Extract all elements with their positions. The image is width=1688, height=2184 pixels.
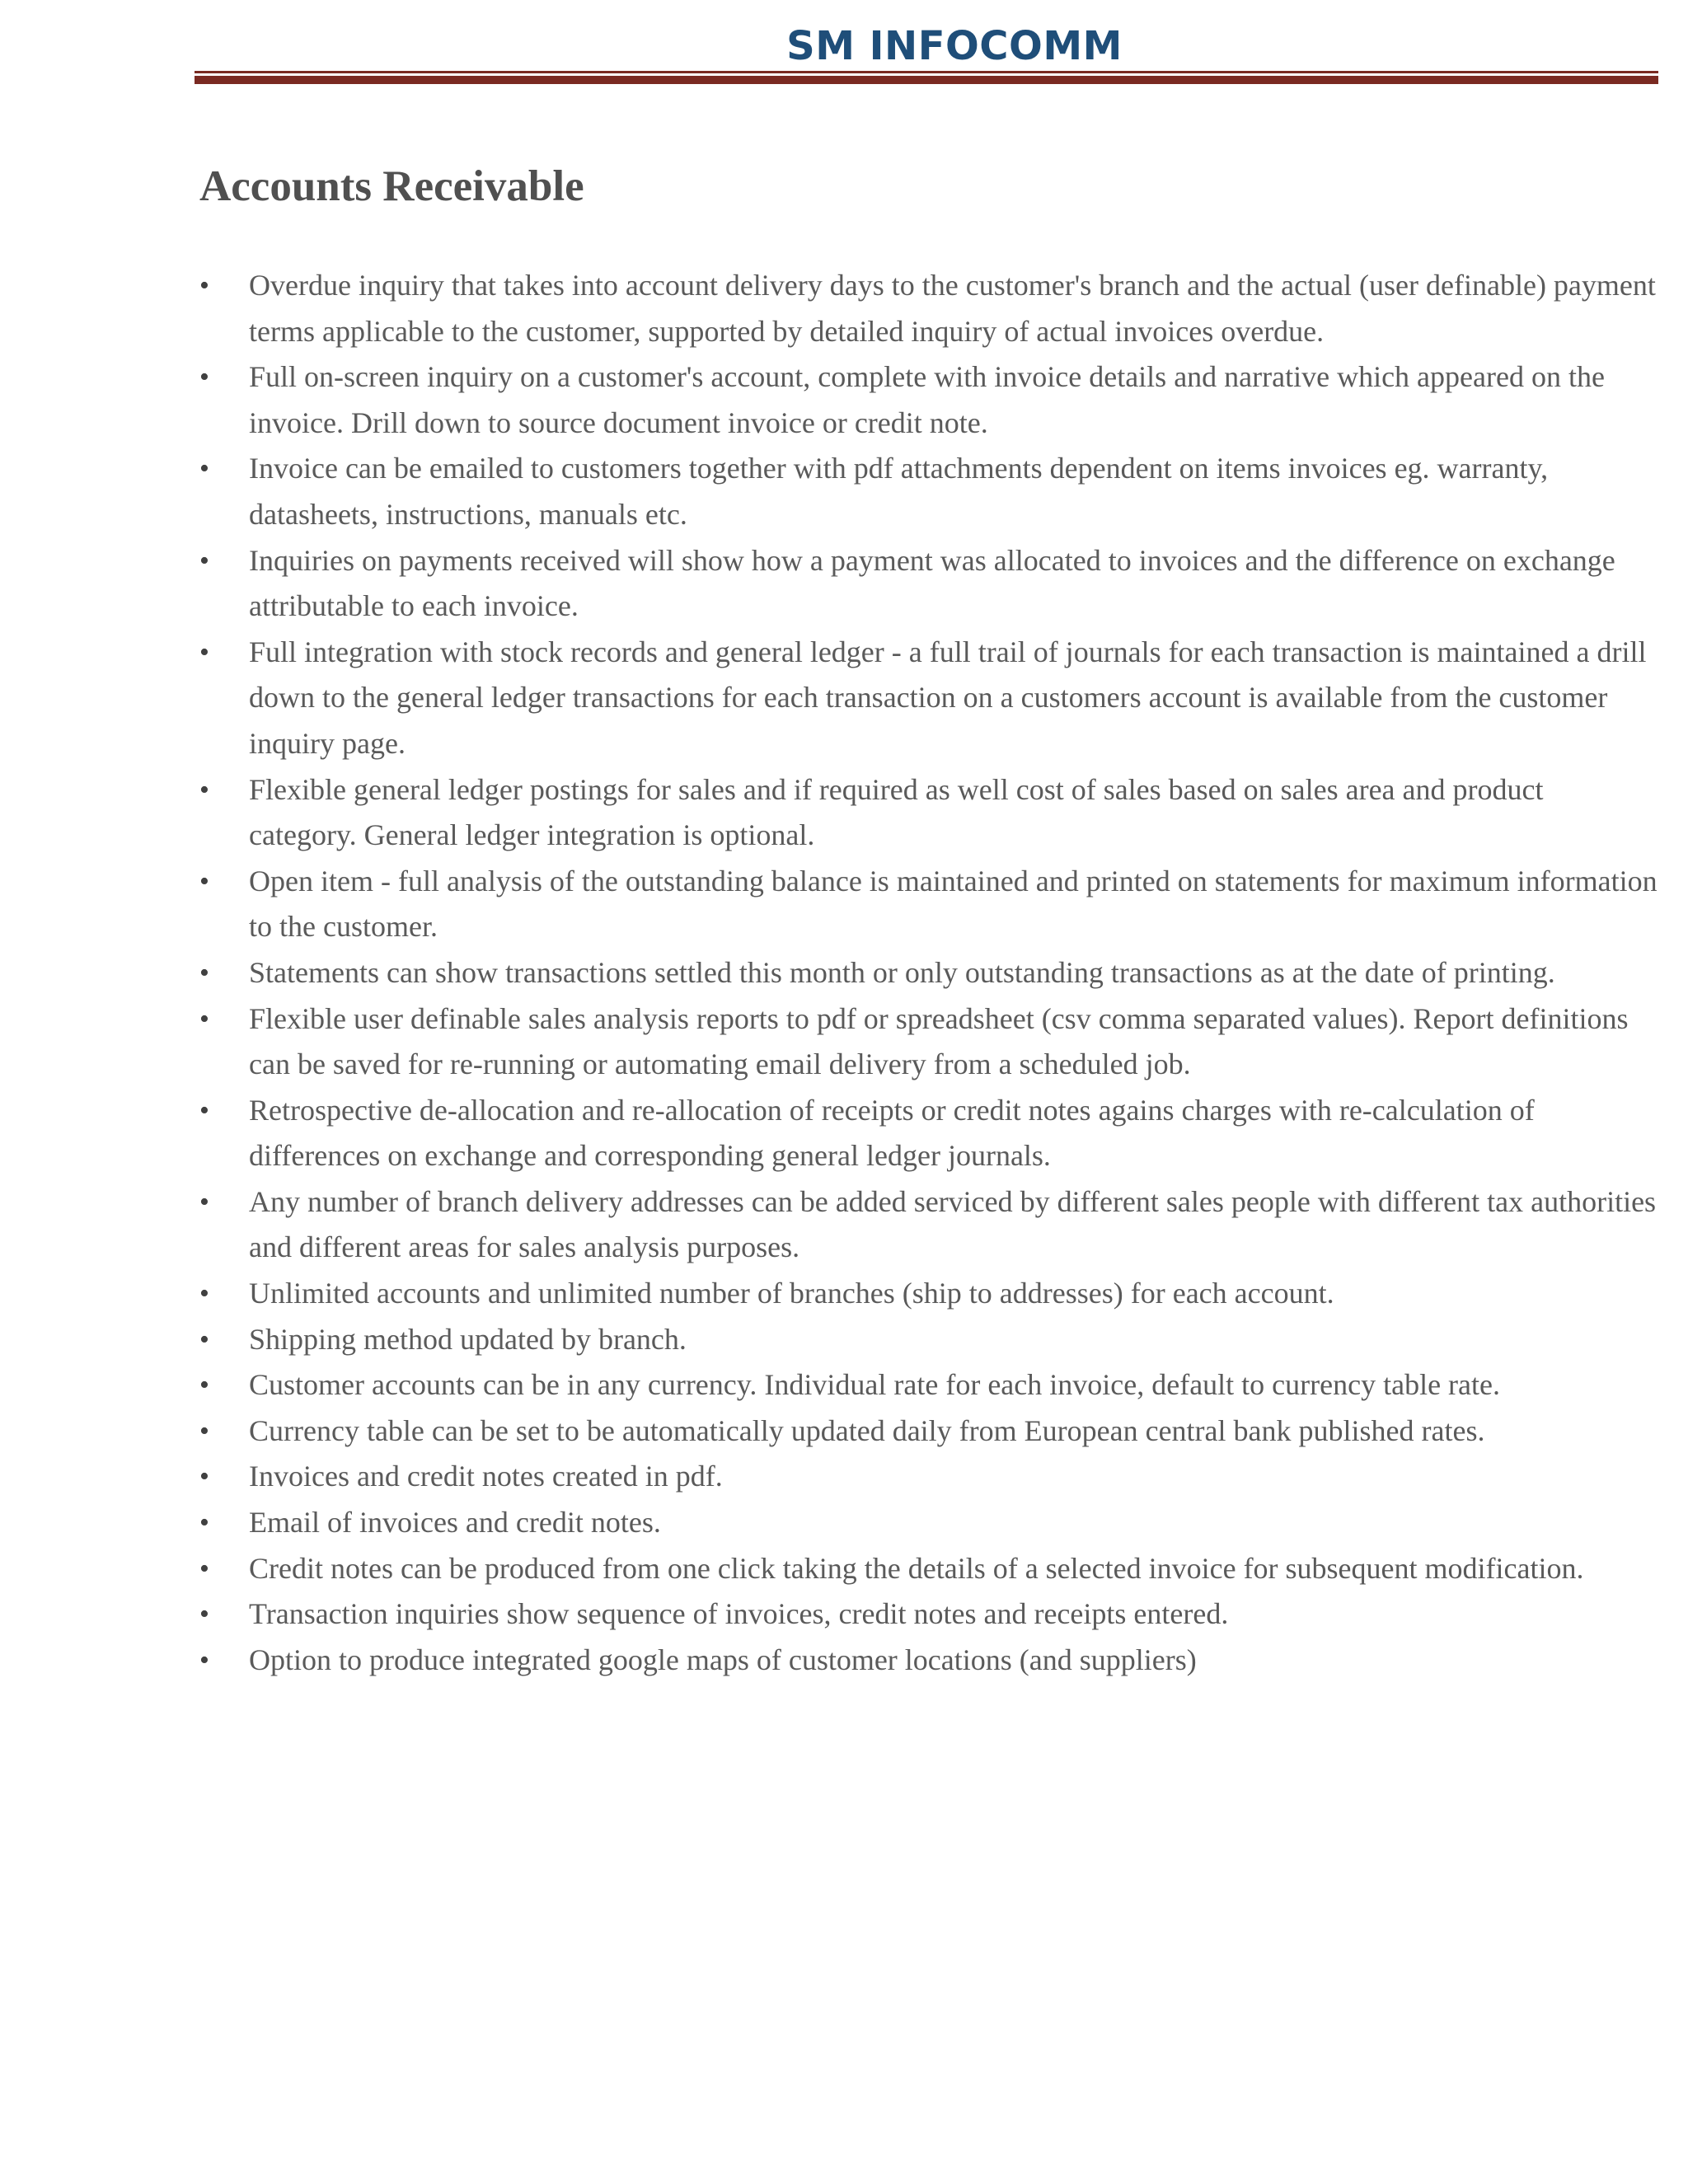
bullet-icon: • — [199, 362, 209, 393]
bullet-icon: • — [199, 1415, 209, 1446]
list-item-text: Full on-screen inquiry on a customer's account, complete with invoice details and narrative which appeared on the invoice. Drill down to source document invoice or credit note. — [249, 360, 1605, 439]
list-item-text: Customer accounts can be in any currency. Individual rate for each invoice, default to currency table rate. — [249, 1368, 1500, 1402]
bullet-icon: • — [199, 1003, 209, 1034]
bullet-icon: • — [199, 270, 209, 301]
list-item-text: Unlimited accounts and unlimited number of branches (ship to addresses) for each account. — [249, 1277, 1334, 1310]
list-item — [199, 767, 1658, 859]
list-item-text: Flexible user definable sales analysis reports to pdf or spreadsheet (csv comma separated values). Report definitions can be saved for re-running or automating email delivery from a scheduled job. — [249, 1001, 1629, 1081]
bullet-icon: • — [199, 1324, 209, 1355]
list-item — [199, 950, 1658, 996]
bullet-icon: • — [199, 1461, 209, 1493]
list-item — [199, 446, 1658, 537]
list-item-text: Option to produce integrated google maps of customer locations (and suppliers) — [249, 1643, 1197, 1676]
list-item — [199, 1362, 1658, 1408]
bullet-icon: • — [199, 957, 209, 988]
list-item-text: Retrospective de-allocation and re-allocation of receipts or credit notes agains charges with re-calculation of differences on exchange and corresponding general ledger journals. — [249, 1093, 1535, 1173]
list-item — [199, 263, 1658, 354]
list-item — [199, 1500, 1658, 1546]
list-item — [199, 630, 1658, 767]
list-item-text: Overdue inquiry that takes into account delivery days to the customer's branch and the actual (user definable) payment terms applicable to the customer, supported by detailed inquiry of actual invoices overdue. — [249, 269, 1656, 348]
list-item — [199, 1546, 1658, 1592]
list-item — [199, 859, 1658, 950]
list-item — [199, 1317, 1658, 1363]
header-rule-thin — [195, 71, 1658, 73]
list-item — [199, 1638, 1658, 1684]
bullet-icon: • — [199, 1507, 209, 1539]
list-item — [199, 538, 1658, 630]
bullet-icon: • — [199, 1094, 209, 1126]
bullet-icon: • — [199, 1278, 209, 1310]
list-item-text: Any number of branch delivery addresses can be added serviced by different sales people with different tax authorities and different areas for sales analysis purposes. — [249, 1184, 1657, 1264]
list-item — [199, 1591, 1658, 1638]
list-item — [199, 1454, 1658, 1500]
list-item-text: Transaction inquiries show sequence of invoices, credit notes and receipts entered. — [249, 1597, 1229, 1631]
brand-title: SM INFOCOMM — [786, 23, 1123, 69]
bullet-icon: • — [199, 774, 209, 805]
section-heading: Accounts Receivable — [199, 162, 584, 210]
list-item-text: Inquiries on payments received will show how a payment was allocated to invoices and the difference on exchange attributable to each invoice. — [249, 543, 1615, 623]
list-item — [199, 1088, 1658, 1179]
bullet-icon: • — [199, 865, 209, 897]
bullet-icon: • — [199, 545, 209, 576]
list-item-text: Shipping method updated by branch. — [249, 1322, 687, 1356]
list-item-text: Flexible general ledger postings for sales and if required as well cost of sales based on sales area and product category. General ledger integration is optional. — [249, 772, 1544, 852]
list-item — [199, 996, 1658, 1088]
list-item-text: Invoices and credit notes created in pdf. — [249, 1460, 723, 1493]
bullet-icon: • — [199, 636, 209, 668]
list-item-text: Full integration with stock records and general ledger - a full trail of journals for each transaction is maintained a drill down to the general ledger transactions for each transaction on a customers account is available from the customer inquiry page. — [249, 635, 1647, 760]
feature-list — [199, 263, 1658, 1683]
list-item-text: Statements can show transactions settled this month or only outstanding transactions as at the date of printing. — [249, 955, 1555, 989]
list-item-text: Email of invoices and credit notes. — [249, 1506, 661, 1540]
list-item — [199, 1179, 1658, 1271]
bullet-icon: • — [199, 1186, 209, 1217]
page-header — [195, 21, 1658, 71]
list-item-text: Currency table can be set to be automatically updated daily from European central bank published rates. — [249, 1413, 1485, 1447]
list-item — [199, 1408, 1658, 1455]
list-item-text: Invoice can be emailed to customers together with pdf attachments dependent on items invoices eg. warranty, datasheets, instructions, manuals etc. — [249, 452, 1549, 531]
list-item — [199, 354, 1658, 446]
list-item — [199, 1271, 1658, 1317]
bullet-icon: • — [199, 1599, 209, 1630]
list-item-text: Open item - full analysis of the outstanding balance is maintained and printed on statements for maximum information to the customer. — [249, 864, 1658, 944]
bullet-icon: • — [199, 453, 209, 485]
header-rule-thick — [195, 76, 1658, 84]
bullet-icon: • — [199, 1370, 209, 1401]
bullet-icon: • — [199, 1644, 209, 1675]
bullet-icon: • — [199, 1553, 209, 1584]
list-item-text: Credit notes can be produced from one click taking the details of a selected invoice for subsequent modification. — [249, 1551, 1584, 1585]
